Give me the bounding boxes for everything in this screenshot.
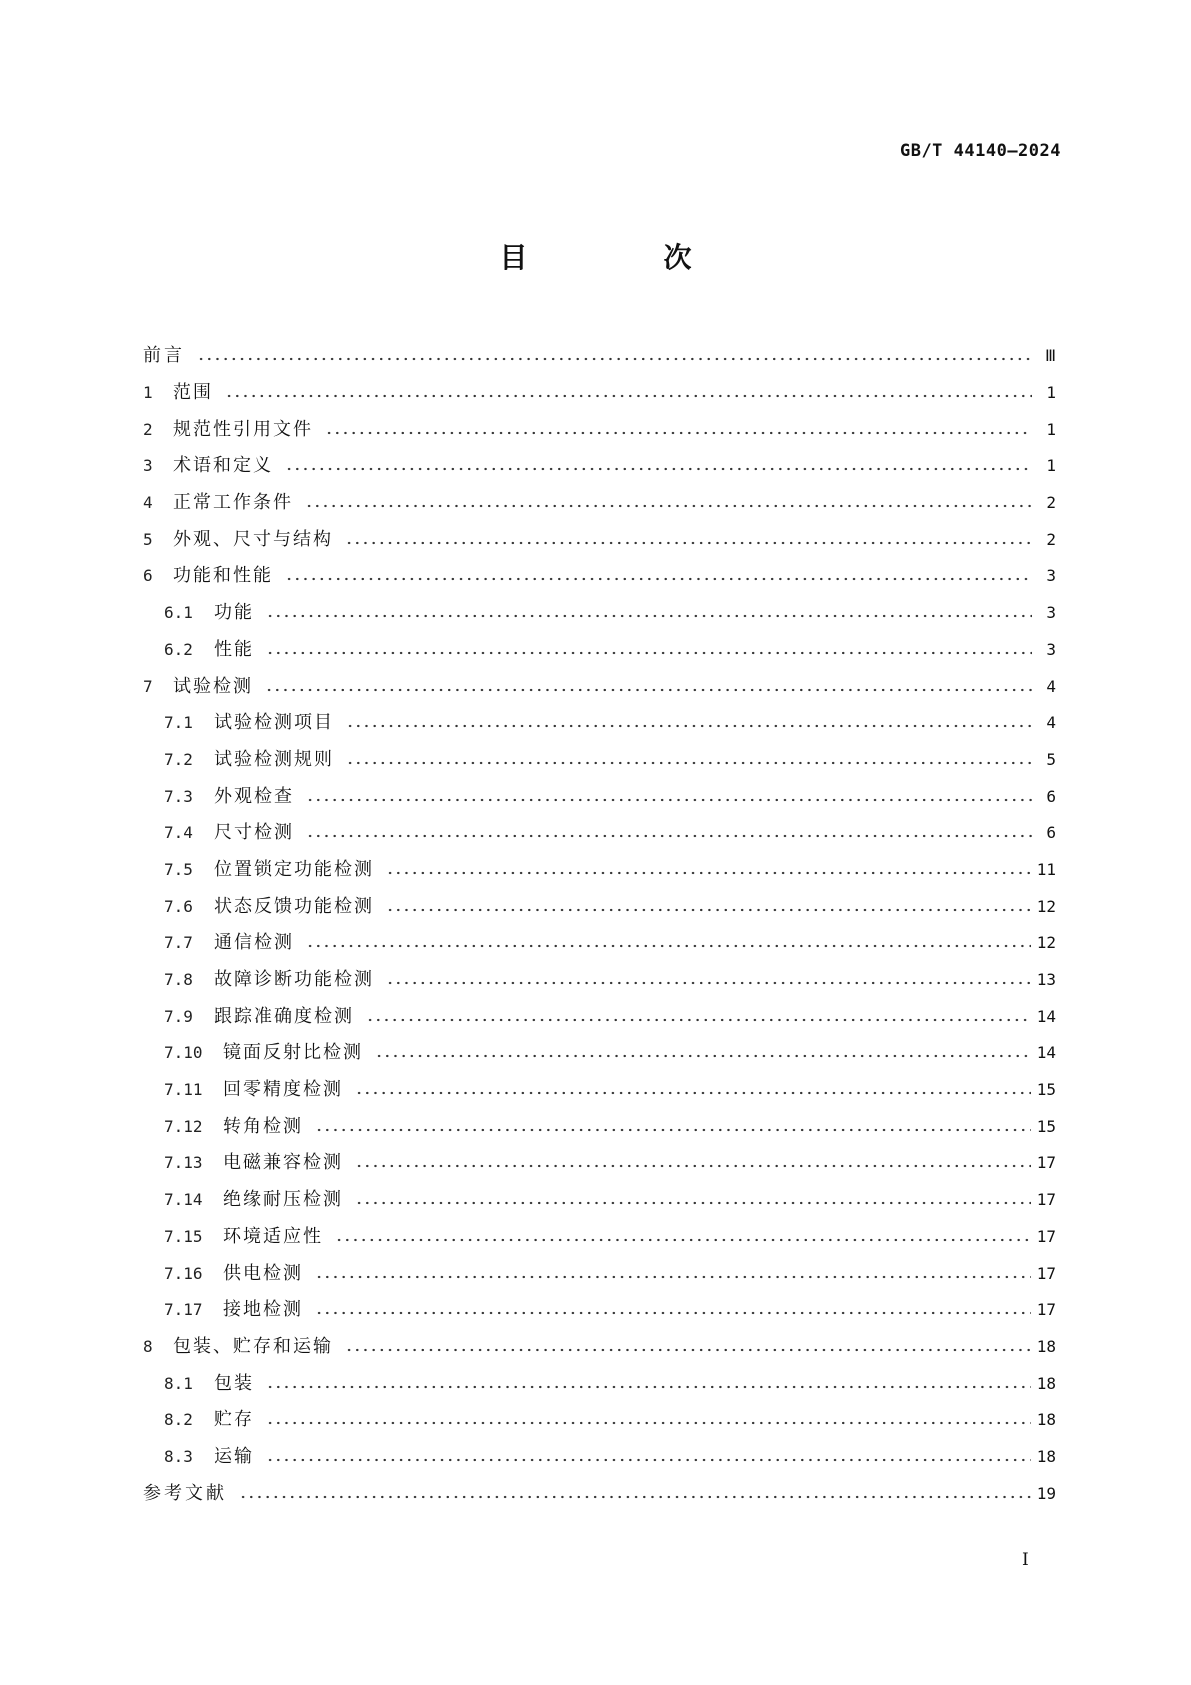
dot-leader xyxy=(315,1128,1031,1132)
toc-entry-page: 18 xyxy=(1036,1336,1056,1356)
toc-entry[interactable] xyxy=(143,375,1056,412)
dot-leader xyxy=(197,357,1032,361)
toc-entry[interactable] xyxy=(143,1292,1056,1329)
toc-entry-number: 6.2 xyxy=(164,639,193,659)
dot-leader xyxy=(315,1275,1031,1279)
dot-leader xyxy=(266,651,1032,655)
toc-entry-number: 8 xyxy=(143,1336,153,1356)
dot-leader xyxy=(366,1018,1031,1022)
toc-entry[interactable] xyxy=(143,1145,1056,1182)
dot-leader xyxy=(386,981,1031,985)
toc-entry-page: 13 xyxy=(1036,970,1056,990)
dot-leader xyxy=(266,1385,1031,1389)
toc-entry[interactable] xyxy=(143,705,1056,742)
toc-entry-title: 绝缘耐压检测 xyxy=(223,1189,343,1211)
dot-leader xyxy=(285,577,1032,581)
toc-entry[interactable] xyxy=(143,852,1056,889)
toc-entry-number: 8.3 xyxy=(164,1446,193,1466)
dot-leader xyxy=(266,614,1032,618)
toc-entry-page: 4 xyxy=(1046,713,1056,733)
toc-entry-title: 位置锁定功能检测 xyxy=(214,858,374,880)
toc-entry-title: 镜面反射比检测 xyxy=(223,1042,363,1064)
toc-entry-title: 功能和性能 xyxy=(173,565,273,587)
toc-entry-page: 14 xyxy=(1036,1043,1056,1063)
toc-entry-title: 通信检测 xyxy=(214,932,294,954)
toc-entry-title: 包装 xyxy=(214,1372,254,1394)
dot-leader xyxy=(386,908,1031,912)
toc-entry[interactable] xyxy=(143,448,1056,485)
toc-entry-page: 17 xyxy=(1036,1226,1056,1246)
toc-entry-title: 外观检查 xyxy=(214,785,294,807)
dot-leader xyxy=(305,504,1032,508)
toc-entry-page: 6 xyxy=(1046,823,1056,843)
dot-leader xyxy=(315,1311,1031,1315)
dot-leader xyxy=(306,798,1032,802)
toc-entry-number: 7.1 xyxy=(164,713,193,733)
toc-entry-page: 3 xyxy=(1046,603,1056,623)
toc-entry-title: 前言 xyxy=(143,345,185,367)
dot-leader xyxy=(346,724,1032,728)
toc-entry[interactable] xyxy=(143,595,1056,632)
toc-entry-page: 1 xyxy=(1046,456,1056,476)
toc-entry-title: 范围 xyxy=(173,382,213,404)
toc-entry-number: 8.1 xyxy=(164,1373,193,1393)
toc-entry-page: 6 xyxy=(1046,786,1056,806)
toc-entry[interactable] xyxy=(143,558,1056,595)
toc-entry[interactable] xyxy=(143,742,1056,779)
toc-entry-number: 7.3 xyxy=(164,786,193,806)
dot-leader xyxy=(355,1164,1031,1168)
toc-entry-page: 17 xyxy=(1036,1153,1056,1173)
toc-entry-page: 2 xyxy=(1046,529,1056,549)
toc-entry-number: 7.15 xyxy=(164,1226,203,1246)
toc-entry-title: 术语和定义 xyxy=(173,455,273,477)
toc-entry-title: 回零精度检测 xyxy=(223,1079,343,1101)
toc-entry-page: 15 xyxy=(1036,1080,1056,1100)
toc-entry-page: 18 xyxy=(1036,1446,1056,1466)
dot-leader xyxy=(306,944,1031,948)
toc-entry-title: 接地检测 xyxy=(223,1299,303,1321)
toc-entry-number: 8.2 xyxy=(164,1410,193,1430)
dot-leader xyxy=(325,431,1032,435)
toc-entry-page: 2 xyxy=(1046,493,1056,513)
toc-entry-title: 电磁兼容检测 xyxy=(223,1152,343,1174)
toc-entry-title: 状态反馈功能检测 xyxy=(214,895,374,917)
toc-entry[interactable] xyxy=(143,925,1056,962)
toc-entry[interactable] xyxy=(143,668,1056,705)
toc-entry-number: 3 xyxy=(143,456,153,476)
toc-entry-page: 15 xyxy=(1036,1116,1056,1136)
standard-code: GB/T 44140—2024 xyxy=(899,141,1061,161)
toc-entry-page: 18 xyxy=(1036,1373,1056,1393)
toc-entry-page: 18 xyxy=(1036,1410,1056,1430)
toc-entry-number: 7.10 xyxy=(164,1043,203,1063)
toc-entry-title: 转角检测 xyxy=(223,1115,303,1137)
toc-entry[interactable] xyxy=(143,1475,1056,1512)
toc-entry[interactable] xyxy=(143,1365,1056,1402)
toc-entry[interactable] xyxy=(143,998,1056,1035)
toc-entry-number: 7.17 xyxy=(164,1300,203,1320)
toc-entry-title: 环境适应性 xyxy=(223,1225,323,1247)
toc-entry-title: 正常工作条件 xyxy=(173,492,293,514)
toc-entry-page: 17 xyxy=(1036,1190,1056,1210)
toc-entry[interactable] xyxy=(143,1072,1056,1109)
toc-entry-number: 7.6 xyxy=(164,896,193,916)
dot-leader xyxy=(239,1495,1031,1499)
dot-leader xyxy=(266,1421,1031,1425)
dot-leader xyxy=(266,1458,1031,1462)
toc-entry-title: 运输 xyxy=(214,1445,254,1467)
toc-entry-title: 试验检测项目 xyxy=(214,712,334,734)
toc-entry[interactable] xyxy=(143,1108,1056,1145)
dot-leader xyxy=(335,1238,1031,1242)
dot-leader xyxy=(306,834,1032,838)
toc-entry-number: 7.4 xyxy=(164,823,193,843)
toc-entry[interactable] xyxy=(143,888,1056,925)
toc-entry-page: 5 xyxy=(1046,749,1056,769)
toc-entry-title: 供电检测 xyxy=(223,1262,303,1284)
dot-leader xyxy=(265,688,1032,692)
dot-leader xyxy=(285,467,1032,471)
toc-entry-page: 12 xyxy=(1036,896,1056,916)
toc-entry-number: 7 xyxy=(143,676,153,696)
toc-entry-number: 6.1 xyxy=(164,603,193,623)
toc-entry-number: 6 xyxy=(143,566,153,586)
toc-entry-title: 规范性引用文件 xyxy=(173,418,313,440)
toc-entry[interactable] xyxy=(143,411,1056,448)
toc-entry-number: 7.16 xyxy=(164,1263,203,1283)
toc-entry[interactable] xyxy=(143,1255,1056,1292)
toc-entry-title: 外观、尺寸与结构 xyxy=(173,528,333,550)
toc-entry-page: 1 xyxy=(1046,383,1056,403)
toc-entry-title: 故障诊断功能检测 xyxy=(214,969,374,991)
dot-leader xyxy=(225,394,1032,398)
toc-entry-page: 19 xyxy=(1036,1483,1056,1503)
toc-entry-number: 5 xyxy=(143,529,153,549)
toc-entry-number: 7.14 xyxy=(164,1190,203,1210)
toc-entry-page: 3 xyxy=(1046,639,1056,659)
toc-entry-number: 7.12 xyxy=(164,1116,203,1136)
dot-leader xyxy=(355,1201,1031,1205)
toc-entry-page: 17 xyxy=(1036,1263,1056,1283)
toc-entry-page: 1 xyxy=(1046,419,1056,439)
toc-entry-number: 7.8 xyxy=(164,970,193,990)
toc-entry[interactable] xyxy=(143,1219,1056,1256)
toc-entry-number: 7.13 xyxy=(164,1153,203,1173)
toc-entry[interactable] xyxy=(143,632,1056,669)
toc-entry-title: 功能 xyxy=(214,602,254,624)
dot-leader xyxy=(345,1348,1031,1352)
dot-leader xyxy=(345,541,1032,545)
toc-entry[interactable] xyxy=(143,485,1056,522)
toc-entry-page: 12 xyxy=(1036,933,1056,953)
toc-entry[interactable] xyxy=(143,1439,1056,1476)
toc-entry-title: 参考文献 xyxy=(143,1482,227,1504)
toc-entry-number: 4 xyxy=(143,493,153,513)
toc-entry-page: Ⅲ xyxy=(1044,346,1056,366)
toc-entry-number: 7.9 xyxy=(164,1006,193,1026)
toc-entry[interactable] xyxy=(143,338,1056,375)
toc-entry-page: 3 xyxy=(1046,566,1056,586)
toc-entry[interactable] xyxy=(143,1329,1056,1366)
table-of-contents xyxy=(143,338,1056,1512)
toc-entry-title: 包装、贮存和运输 xyxy=(173,1335,333,1357)
dot-leader xyxy=(386,871,1031,875)
page-title: 目 次 xyxy=(499,241,746,274)
toc-entry[interactable] xyxy=(143,962,1056,999)
toc-entry-title: 跟踪准确度检测 xyxy=(214,1005,354,1027)
toc-entry[interactable] xyxy=(143,778,1056,815)
toc-entry-number: 2 xyxy=(143,419,153,439)
toc-entry-number: 7.7 xyxy=(164,933,193,953)
toc-entry-title: 尺寸检测 xyxy=(214,822,294,844)
toc-entry-page: 4 xyxy=(1046,676,1056,696)
toc-entry-page: 14 xyxy=(1036,1006,1056,1026)
toc-entry[interactable] xyxy=(143,521,1056,558)
toc-entry-number: 7.5 xyxy=(164,859,193,879)
dot-leader xyxy=(355,1091,1031,1095)
toc-entry[interactable] xyxy=(143,1182,1056,1219)
toc-entry[interactable] xyxy=(143,1402,1056,1439)
toc-entry[interactable] xyxy=(143,815,1056,852)
toc-entry-page: 17 xyxy=(1036,1300,1056,1320)
toc-entry-number: 7.11 xyxy=(164,1080,203,1100)
toc-entry-title: 性能 xyxy=(214,638,254,660)
toc-entry-page: 11 xyxy=(1036,859,1056,879)
toc-entry-title: 贮存 xyxy=(214,1409,254,1431)
toc-entry-number: 7.2 xyxy=(164,749,193,769)
toc-entry-title: 试验检测规则 xyxy=(214,748,334,770)
page-number: Ⅰ xyxy=(1022,1550,1029,1570)
toc-entry-title: 试验检测 xyxy=(173,675,253,697)
toc-entry[interactable] xyxy=(143,1035,1056,1072)
dot-leader xyxy=(375,1054,1031,1058)
dot-leader xyxy=(346,761,1032,765)
toc-entry-number: 1 xyxy=(143,383,153,403)
